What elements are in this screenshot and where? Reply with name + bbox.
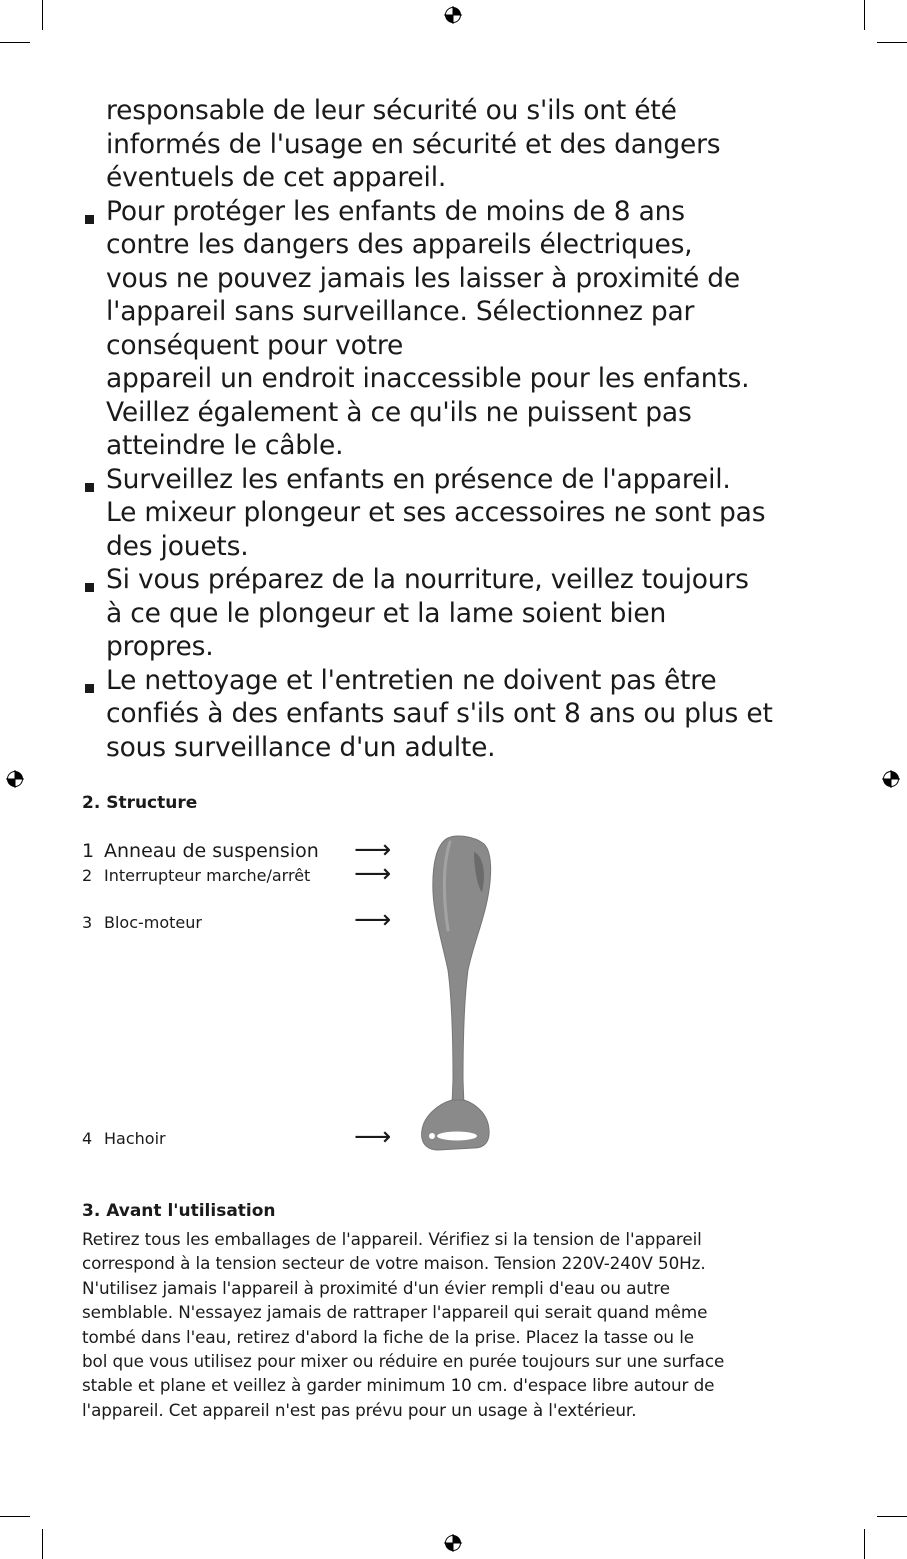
part-name: Bloc-moteur bbox=[104, 913, 202, 932]
arrow-right-icon: ⟶ bbox=[354, 835, 392, 865]
text-line: semblable. N'essayez jamais de rattraper l'appareil qui serait quand même bbox=[82, 1302, 708, 1323]
part-number: 3 bbox=[82, 913, 93, 932]
part-number: 4 bbox=[82, 1129, 93, 1148]
text-line: responsable de leur sécurité ou s'ils ont été bbox=[106, 95, 677, 126]
text-line: bol que vous utilisez pour mixer ou réduire en purée toujours sur une surface bbox=[82, 1351, 725, 1372]
before-use-heading: 3. Avant l'utilisation bbox=[82, 1201, 276, 1221]
crop-mark bbox=[0, 42, 30, 43]
arrow-right-icon: ⟶ bbox=[354, 1122, 392, 1152]
part-label bbox=[82, 1129, 166, 1148]
bullet-item bbox=[82, 563, 822, 664]
text-line: atteindre le câble. bbox=[106, 430, 344, 461]
bullet-item bbox=[82, 195, 822, 463]
arrow-right-icon: ⟶ bbox=[354, 905, 392, 935]
text-line: stable et plane et veillez à garder minimum 10 cm. d'espace libre autour de bbox=[82, 1375, 715, 1396]
bullet-item bbox=[82, 664, 822, 765]
text-line: N'utilisez jamais l'appareil à proximité d'un évier rempli d'eau ou autre bbox=[82, 1277, 670, 1298]
text-line: Pour protéger les enfants de moins de 8 ans bbox=[106, 195, 685, 227]
part-name: Hachoir bbox=[104, 1129, 166, 1148]
text-line: à ce que le plongeur et la lame soient bien bbox=[106, 597, 667, 629]
text-line: Surveillez les enfants en présence de l'appareil. bbox=[106, 463, 731, 495]
bullet-item bbox=[82, 463, 822, 564]
crop-mark bbox=[42, 0, 43, 30]
text-line: contre les dangers des appareils électriques, bbox=[106, 229, 693, 260]
part-name: Interrupteur marche/arrêt bbox=[104, 866, 311, 885]
safety-warnings bbox=[82, 94, 822, 764]
text-line: tombé dans l'eau, retirez d'abord la fiche de la prise. Placez la tasse ou le bbox=[82, 1326, 694, 1347]
text-line: appareil un endroit inaccessible pour les enfants. bbox=[106, 363, 750, 394]
text-line: Le mixeur plongeur et ses accessoires ne sont pas bbox=[106, 497, 766, 528]
part-number: 1 bbox=[82, 840, 95, 862]
text-line: correspond à la tension secteur de votre maison. Tension 220V-240V 50Hz. bbox=[82, 1253, 706, 1274]
text-line: confiés à des enfants sauf s'ils ont 8 ans ou plus et bbox=[106, 698, 773, 729]
crop-mark bbox=[864, 1529, 865, 1559]
text-line: propres. bbox=[106, 631, 214, 662]
text-line: informés de l'usage en sécurité et des dangers bbox=[106, 128, 721, 160]
crop-mark bbox=[877, 1516, 907, 1517]
bullet-square-icon bbox=[85, 684, 94, 693]
before-use-paragraph bbox=[82, 1227, 812, 1422]
crop-mark bbox=[877, 42, 907, 43]
text-line: l'appareil sans surveillance. Sélectionnez par bbox=[106, 296, 695, 327]
part-label bbox=[82, 866, 310, 885]
bullet-square-icon bbox=[85, 583, 94, 592]
part-number: 2 bbox=[82, 866, 93, 885]
text-line: des jouets. bbox=[106, 530, 249, 562]
hand-blender-illustration bbox=[412, 830, 496, 1156]
bullet-square-icon bbox=[85, 215, 94, 224]
registration-mark-icon bbox=[444, 1534, 462, 1552]
text-line: Retirez tous les emballages de l'appareil. Vérifiez si la tension de l'appareil bbox=[82, 1229, 702, 1249]
structure-heading: 2. Structure bbox=[82, 793, 198, 813]
crop-mark bbox=[864, 0, 865, 30]
intro-paragraph bbox=[82, 94, 822, 195]
registration-mark-icon bbox=[444, 6, 462, 24]
crop-mark bbox=[0, 1516, 30, 1517]
text-line: l'appareil. Cet appareil n'est pas prévu pour un usage à l'extérieur. bbox=[82, 1399, 637, 1420]
part-label bbox=[82, 840, 319, 862]
text-line: Veillez également à ce qu'ils ne puissent pas bbox=[106, 396, 692, 428]
crop-mark bbox=[42, 1529, 43, 1559]
text-line: sous surveillance d'un adulte. bbox=[106, 731, 496, 763]
part-name: Anneau de suspension bbox=[104, 840, 319, 862]
registration-mark-icon bbox=[6, 770, 24, 788]
text-line: vous ne pouvez jamais les laisser à proximité de bbox=[106, 262, 740, 294]
arrow-right-icon: ⟶ bbox=[354, 859, 392, 889]
text-line: Le nettoyage et l'entretien ne doivent pas être bbox=[106, 664, 717, 696]
text-line: éventuels de cet appareil. bbox=[106, 162, 447, 193]
registration-mark-icon bbox=[882, 770, 900, 788]
bullet-square-icon bbox=[85, 483, 94, 492]
text-line: Si vous préparez de la nourriture, veillez toujours bbox=[106, 564, 749, 595]
text-line: conséquent pour votre bbox=[106, 329, 404, 361]
part-label bbox=[82, 913, 202, 932]
